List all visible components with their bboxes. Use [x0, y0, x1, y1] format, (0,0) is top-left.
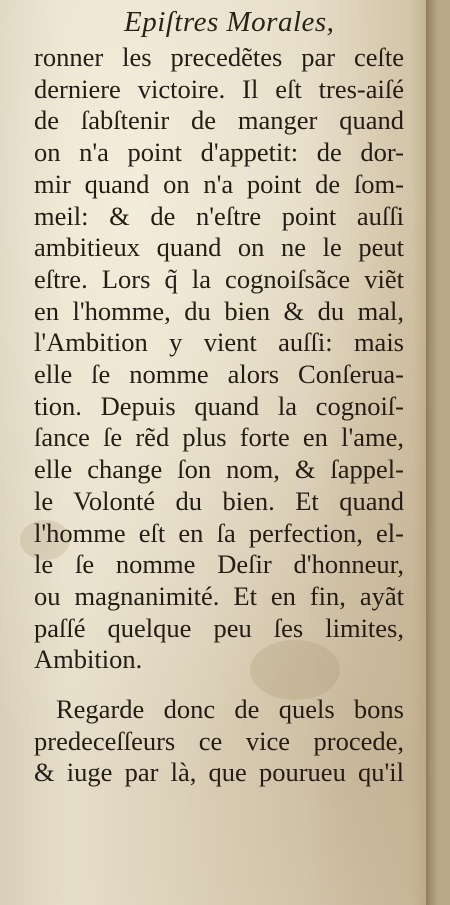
text-line: de ſabſtenir de manger quand	[34, 105, 404, 136]
text-line: eſtre. Lors q̃ la cognoiſsãce viẽt	[34, 263, 404, 294]
text-line: elle ſe nomme alors Conſerua-	[34, 359, 404, 390]
text-line: l'homme eſt en ſa perfection, el-	[34, 517, 404, 548]
text-line: Regarde donc de quels bons	[56, 694, 404, 725]
text-line: mir quand on n'a point de ſom-	[34, 168, 404, 199]
text-line: ou magnanimité. Et en fin, ayãt	[34, 580, 404, 611]
text-line: on n'a point d'appetit: de dor-	[34, 137, 404, 168]
text-line: meil: & de n'eſtre point auſſi	[34, 200, 404, 231]
text-line: paſſé quelque peu ſes limites,	[34, 612, 404, 643]
text-line: ambitieux quand on ne le peut	[34, 232, 404, 263]
text-line: le Volonté du bien. Et quand	[34, 485, 404, 516]
running-head: Epiſtres Morales,	[124, 6, 335, 38]
text-line: ronner les precedẽtes par ceſte	[34, 42, 404, 72]
text-line: elle change ſon nom, & ſappel-	[34, 454, 404, 485]
text-line: tion. Depuis quand la cognoiſ-	[34, 390, 404, 421]
paragraph-1	[34, 42, 404, 676]
text-line: l'Ambition y vient auſſi: mais	[34, 327, 404, 358]
text-line: en l'homme, du bien & du mal,	[34, 295, 404, 326]
text-line: Ambition.	[34, 644, 143, 675]
body-text	[34, 42, 404, 789]
paragraph-2	[34, 694, 404, 789]
text-line: le ſe nomme Deſir d'honneur,	[34, 549, 404, 580]
text-line: predeceſſeurs ce vice procede,	[34, 725, 404, 756]
text-line: & iuge par là, que pourueu qu'il	[34, 757, 404, 788]
page-edge	[426, 0, 438, 905]
paragraph-gap	[34, 676, 404, 694]
text-line: derniere victoire. Il eſt tres-aiſé	[34, 73, 404, 104]
text-line: ſance ſe rẽd plus forte en l'ame,	[34, 422, 404, 453]
